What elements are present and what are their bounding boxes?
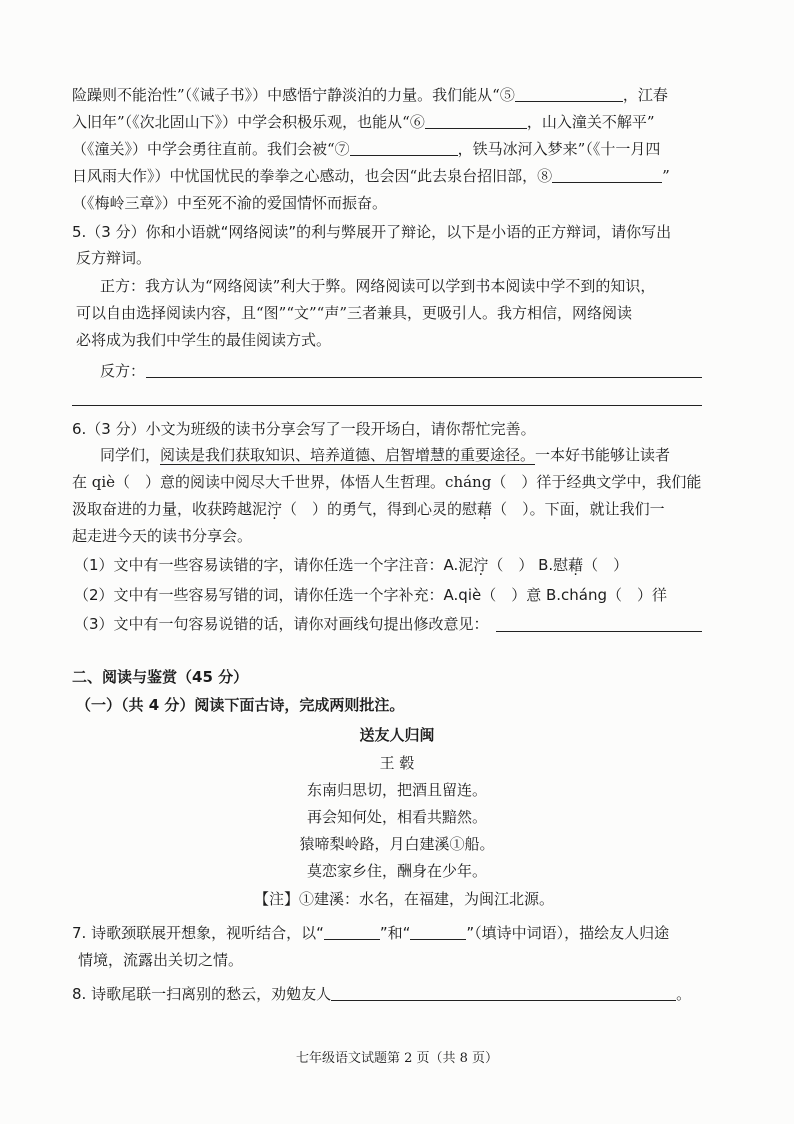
poem-line-2: 再会知何处，相看共黯然。 — [306, 808, 487, 826]
answer-blank-q7-2[interactable] — [410, 925, 466, 940]
section-sub-heading: （一）（共 4 分）阅读下面古诗，完成两则批注。 — [76, 696, 405, 714]
q4-line-3: （《潼关》）中学会勇往直前。我们会被“⑦ ，铁马冰河入梦来”（《十一月四 — [72, 140, 661, 158]
q5-answer-label: 反方： — [100, 362, 146, 380]
answer-blank-7[interactable] — [350, 141, 458, 156]
q7-question-cont: 情境，流露出关切之情。 — [78, 951, 244, 969]
q8-question: 8. 诗歌尾联一扫离别的愁云，劝勉友人 。 — [72, 985, 692, 1003]
q4-line-5: （《梅岭三章》）中至死不渝的爱国情怀而振奋。 — [72, 194, 388, 212]
answer-blank-q8[interactable] — [331, 986, 676, 1001]
poem-author: 王 毂 — [379, 754, 415, 772]
poem-title: 送友人归闽 — [359, 726, 435, 744]
page-footer: 七年级语文试题第 2 页（共 8 页） — [295, 1051, 499, 1066]
q7-question: 7. 诗歌颈联展开想象，视听结合，以“ ”和“ ”（填诗中词语），描绘友人归途 — [72, 924, 670, 942]
poem-line-1: 东南归思切，把酒且留连。 — [306, 781, 487, 799]
q6-paragraph-2: 在 qiè（ ）意的阅读中阅尽大千世界，体悟人生哲理。cháng（ ）徉于经典文学中，我们能 — [72, 473, 702, 491]
q5-answer-line-2[interactable] — [72, 405, 702, 406]
poem-line-3: 猿啼梨岭路，月白建溪①船。 — [299, 835, 495, 853]
section-heading: 二、阅读与鉴赏（45 分） — [72, 668, 249, 686]
q6-paragraph-4: 起走进今天的读书分享会。 — [72, 527, 253, 545]
poem-note: 【注】①建溪：水名，在福建，为闽江北源。 — [254, 890, 555, 908]
q6-answer-line[interactable] — [496, 631, 702, 632]
q4-line-4: 日风雨大作》）中忧国忧民的拳拳之心感动，也会因“此去泉台招旧部，⑧ ” — [72, 167, 670, 185]
q6-paragraph-1: 同学们，阅读是我们获取知识、培养道德、启智增慧的重要途径。一本好书能够让读者 — [100, 446, 671, 464]
q5-answer-line-1[interactable] — [146, 377, 702, 378]
answer-blank-8[interactable] — [552, 168, 662, 183]
q6-sub-2: （2）文中有一些容易写错的词，请你任选一个字补充：A.qiè（ ）意 B.cháng（ ）徉 — [74, 586, 668, 604]
q5-pro-argument-3: 必将成为我们中学生的最佳阅读方式。 — [76, 331, 332, 349]
answer-blank-q7-1[interactable] — [324, 925, 380, 940]
q4-line-1: 险躁则不能治性”（《诫子书》）中感悟宁静淡泊的力量。我们能从“⑤ ，江春 — [72, 86, 668, 104]
q6-sub-1: （1）文中有一些容易读错的字，请你任选一个字注音：A.泥泞（ ） B.慰藉（ ） — [74, 556, 629, 574]
answer-blank-5[interactable] — [515, 87, 623, 102]
q4-line-2: 入旧年”（《次北固山下》）中学会积极乐观，也能从“⑥ ，山入潼关不解平” — [72, 113, 655, 131]
q5-pro-argument-2: 可以自由选择阅读内容，且“图”“文”“声”三者兼具，更吸引人。我方相信，网络阅读 — [76, 304, 633, 322]
q5-question: 5.（3 分）你和小语就“网络阅读”的利与弊展开了辩论，以下是小语的正方辩词，请你写出 — [72, 223, 672, 241]
q6-sub-3: （3）文中有一句容易说错的话，请你对画线句提出修改意见： — [74, 615, 489, 633]
q6-paragraph-3: 汲取奋进的力量，收获跨越泥泞（ ）的勇气，得到心灵的慰藉（ ）。下面，就让我们一 — [72, 500, 665, 518]
q6-question: 6.（3 分）小文为班级的读书分享会写了一段开场白，请你帮忙完善。 — [72, 420, 536, 438]
q5-pro-argument: 正方：我方认为“网络阅读”利大于弊。网络阅读可以学到书本阅读中学不到的知识， — [100, 277, 656, 295]
q5-question-cont: 反方辩词。 — [76, 249, 152, 267]
poem-line-4: 莫恋家乡住，酬身在少年。 — [306, 862, 487, 880]
underlined-sentence: 阅读是我们获取知识、培养道德、启智增慧的重要途径。 — [160, 446, 536, 464]
answer-blank-6[interactable] — [425, 114, 527, 129]
